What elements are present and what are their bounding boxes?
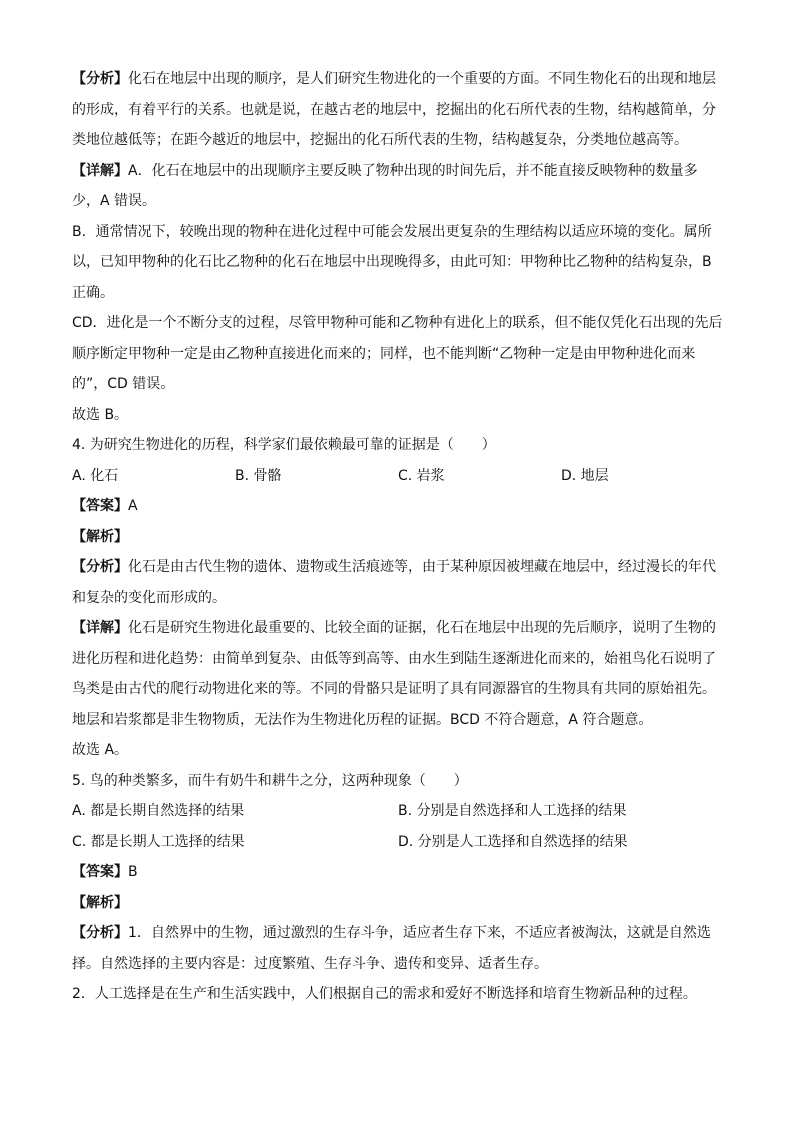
detail-text: A．化石在地层中的出现顺序主要反映了物种出现的时间先后，并不能直接反映物种的数量多少，A 错误。 (72, 162, 698, 209)
q5-option-b: B. 分别是自然选择和人工选择的结果 (398, 803, 627, 819)
q5-stem: 5. 鸟的种类繁多，而牛有奶牛和耕牛之分，这两种现象（ ） (72, 772, 468, 789)
q4-stem: 4. 为研究生物进化的历程，科学家们最依赖最可靠的证据是（ ） (72, 437, 496, 453)
answer-tag: 【答案】 (72, 864, 128, 880)
analysis-tag: 【分析】 (72, 71, 128, 87)
q4-option-a: A. 化石 (72, 467, 119, 484)
analysis-tag: 【分析】 (72, 559, 128, 575)
q5-options-row-2 (72, 827, 724, 858)
analysis-text: 1．自然界中的生物，通过激烈的生存斗争，适应者生存下来，不适应者被淘汰，这就是自然选择。自然选择的主要内容是：过度繁殖、生存斗争、遗传和变异、适者生存。 (72, 925, 711, 972)
q5-analysis-2: 2．人工选择是在生产和生活实践中，人们根据自己的需求和爱好不断选择和培育生物新品种的过程。 (72, 986, 697, 1002)
detail-tag: 【详解】 (72, 162, 128, 179)
answer-tag: 【答案】 (72, 498, 128, 514)
q4-options (72, 461, 724, 492)
detail-text: 化石是研究生物进化最重要的、比较全面的证据，化石在地层中出现的先后顺序，说明了生物的进化历程和进化趋势：由简单到复杂、由低等到高等、由水生到陆生逐渐进化而来的，始祖鸟化石说明了鸟类是由古代的爬行动物进化来的等。不同的骨骼只是证明了具有同源器官的生物具有共同的原始祖先。地层和岩浆都是非生物物质，无法作为生物进化历程的证据。BCD 不符合题意，A 符合题意。 (72, 620, 716, 728)
q4-conclusion: 故选 A。 (72, 742, 129, 758)
detail-tag: 【详解】 (72, 620, 128, 636)
q4-option-d: D. 地层 (561, 467, 609, 484)
answer-value: A (128, 498, 138, 514)
q5-explain-tag: 【解析】 (72, 894, 128, 911)
document-content (72, 64, 724, 1010)
q5-option-d: D. 分别是人工选择和自然选择的结果 (398, 833, 628, 850)
analysis-text: 化石是由古代生物的遗体、遗物或生活痕迹等，由于某种原因被埋藏在地层中，经过漫长的年代和复杂的变化而形成的。 (72, 559, 716, 606)
q4-analysis (72, 552, 724, 613)
q3-detail-b: B．通常情况下，较晚出现的物种在进化过程中可能会发展出更复杂的生理结构以适应环境的变化。属所以，已知甲物种的化石比乙物种的化石在地层中出现晚得多，由此可知：甲物种比乙物种的结构复杂，B 正确。 (72, 223, 712, 301)
q5-options-row-1 (72, 796, 724, 827)
q5-option-a: A. 都是长期自然选择的结果 (72, 803, 245, 819)
q4-explain-tag: 【解析】 (72, 528, 128, 545)
analysis-text: 化石在地层中出现的顺序，是人们研究生物进化的一个重要的方面。不同生物化石的出现和地层的形成，有着平行的关系。也就是说，在越古老的地层中，挖掘出的化石所代表的生物，结构越简单，分类地位越低等；在距今越近的地层中，挖掘出的化石所代表的生物，结构越复杂，分类地位越高等。 (72, 71, 716, 148)
q5-answer (72, 857, 724, 888)
q3-detail-a (72, 156, 724, 217)
q5-option-c: C. 都是长期人工选择的结果 (72, 833, 245, 850)
q3-analysis (72, 64, 724, 156)
analysis-tag: 【分析】 (72, 925, 128, 941)
q3-detail-cd: CD．进化是一个不断分支的过程，尽管甲物种可能和乙物种有进化上的联系，但不能仅凭化石出现的先后顺序断定甲物种一定是由乙物种直接进化而来的；同样，也不能判断“乙物种一定是由甲物种进化而来的”，CD 错误。 (72, 315, 723, 392)
q5-analysis-1 (72, 918, 724, 979)
answer-value: B (128, 864, 138, 880)
q3-conclusion: 故选 B。 (72, 406, 129, 423)
q4-option-b: B. 骨骼 (235, 467, 282, 484)
q4-detail (72, 613, 724, 735)
q4-answer (72, 491, 724, 522)
q4-option-c: C. 岩浆 (398, 467, 445, 484)
